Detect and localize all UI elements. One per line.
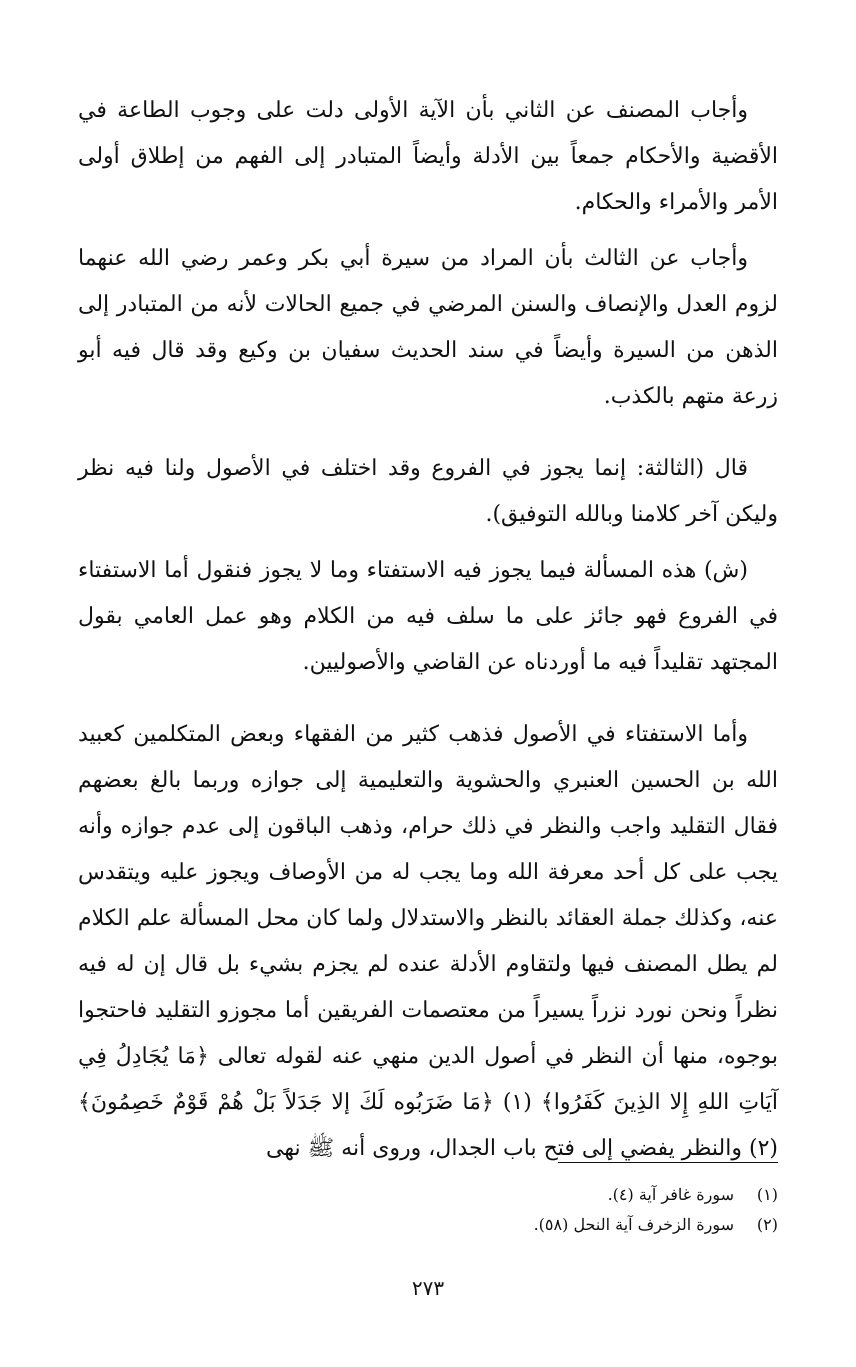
paragraph-3: قال (الثالثة: إنما يجوز في الفروع وقد اختلف في الأصول ولنا فيه نظر وليكن آخر كلامنا وبالله التوفيق).	[78, 456, 778, 527]
page-number: ٢٧٣	[411, 1276, 445, 1300]
footnote-1	[78, 1180, 778, 1210]
footnote-1-text: سورة غافر آية (٤).	[607, 1185, 734, 1204]
paragraph-4: (ش) هذه المسألة فيما يجوز فيه الاستفتاء وما لا يجوز فنقول أما الاستفتاء في الفروع فهو جائز على ما سلف فيه من الكلام وهو عمل العامي بقول المجتهد تقليداً فيه ما أوردناه عن القاضي والأصوليين.	[78, 558, 778, 675]
footnote-1-number: (١)	[756, 1185, 778, 1204]
footnote-2-text: سورة الزخرف آية النحل (٥٨).	[533, 1215, 734, 1234]
paragraph-5: وأما الاستفتاء في الأصول فذهب كثير من الفقهاء وبعض المتكلمين كعبيد الله بن الحسين العنبري والحشوية والتعليمية إلى جوازه وربما بالغ بعضهم فقال التقليد واجب والنظر في ذلك حرام، وذهب الباقون إلى عدم جوازه وأنه يجب على كل أحد معرفة الله وما يجب له من الأوصاف ويجوز عليه ويتقدس عنه، وكذلك جملة العقائد بالنظر والاستدلال ولما كان محل المسألة علم الكلام لم يطل المصنف فيها ولتقاوم الأدلة عنده لم يجزم بشيء بل قال إن له فيه نظراً ونحن نورد نزراً يسيراً من معتصمات الفريقين أما مجوزو التقليد فاحتجوا بوجوه، منها أن النظر في أصول الدين منهي عنه لقوله تعالى ﴿مَا يُجَادِلُ فِي آيَاتِ اللهِ إِلا الذِينَ كَفَرُوا﴾ (١) ﴿مَا ضَرَبُوه لَكَ إلا جَدَلاً بَلْ هُمْ قَوْمٌ خَصِمُونَ﴾ (٢) والنظر يفضي إلى فتح باب الجدال، وروى أنه ﷺ نهى	[78, 722, 778, 1161]
footnote-2-number: (٢)	[756, 1215, 778, 1234]
footnote-2	[78, 1210, 778, 1240]
paragraph-2: وأجاب عن الثالث بأن المراد من سيرة أبي بكر وعمر رضي الله عنهما لزوم العدل والإنصاف والسنن المرضي في جميع الحالات لأنه من المتبادر إلى الذهن من السيرة وأيضاً في سند الحديث سفيان بن وكيع وقد قال فيه أبو زرعة متهم بالكذب.	[78, 246, 778, 409]
footnotes	[78, 1180, 778, 1240]
main-text	[78, 88, 778, 1172]
footnote-divider	[558, 1162, 778, 1163]
paragraph-1: وأجاب المصنف عن الثاني بأن الآية الأولى دلت على وجوب الطاعة في الأقضية والأحكام جمعاً بين الأدلة وأيضاً المتبادر إلى الفهم من إطلاق أولى الأمر والأمراء والحكام.	[78, 98, 778, 215]
